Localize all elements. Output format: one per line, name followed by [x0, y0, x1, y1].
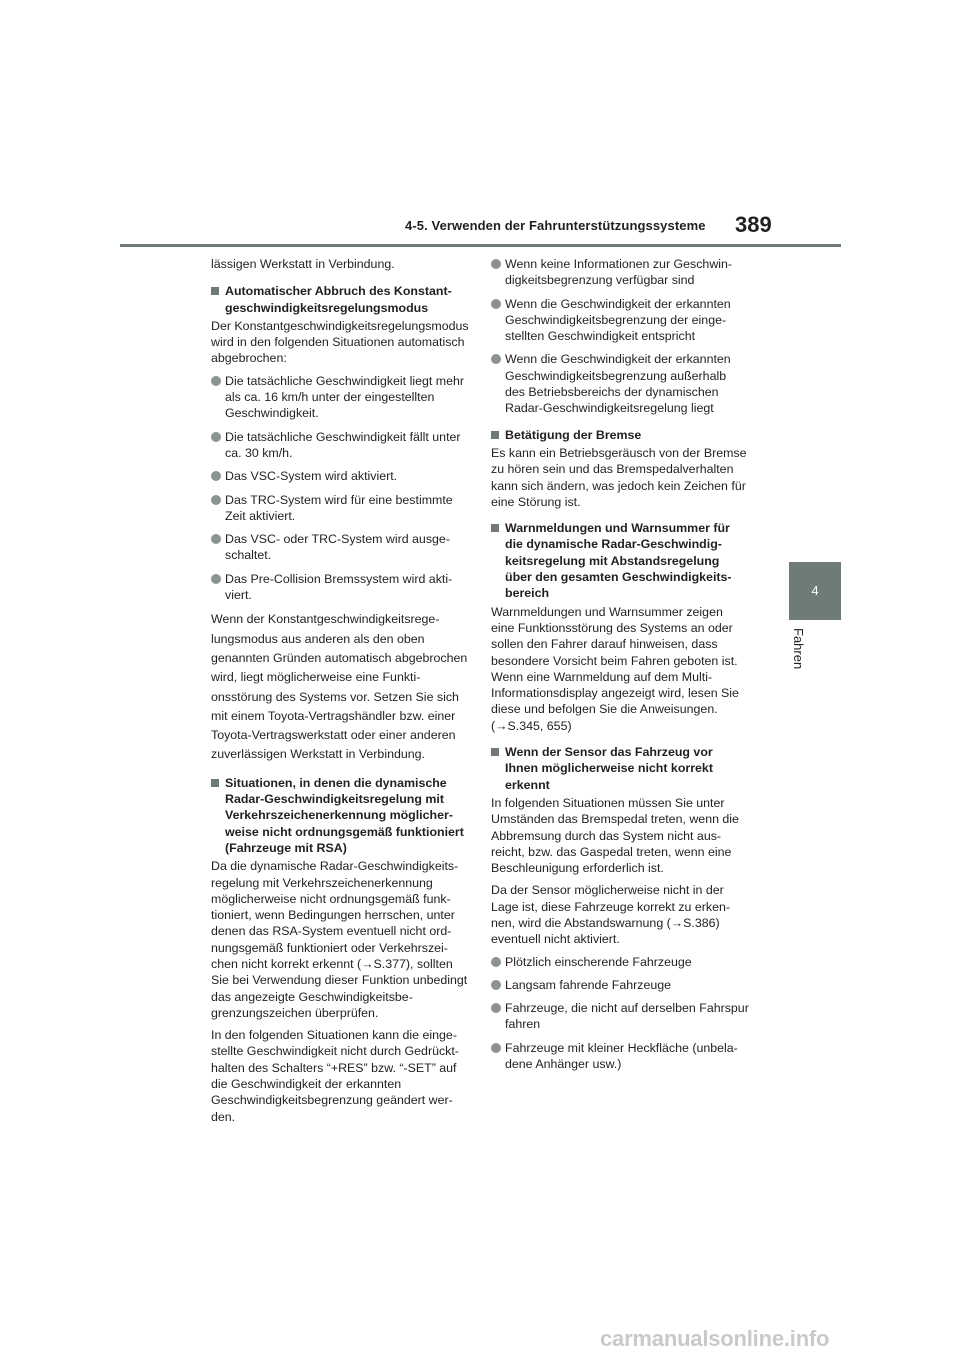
section-heading [491, 520, 749, 601]
circle-bullet-icon [211, 534, 221, 544]
heading-text: Betätigung der Bremse [505, 427, 642, 442]
paragraph: In den folgenden Situationen kann die eingestellte Geschwindigkeit nicht durch Gedrückthalten des Schalters “+RES” bzw. “-SET” auf die Geschwindigkeit der erkannten Geschwindigkeitsbegrenzung geändert werden. [211, 1028, 459, 1124]
list-item-text: Wenn die Geschwindigkeit der erkannten Geschwindigkeitsbegrenzung außerhalb des Betriebsbereichs der dynamischen Radar-Geschwindigkeitsregelung liegt [505, 352, 731, 416]
list-item [491, 1000, 749, 1033]
list-item-text: Das Pre-Collision Bremssystem wird aktiviert. [225, 571, 453, 603]
list-item [211, 468, 469, 484]
section-title: 4-5. Verwenden der Fahrunterstützungssysteme [405, 218, 706, 233]
left-column [211, 256, 469, 1131]
paragraph: Da der Sensor möglicherweise nicht in der Lage ist, diese Fahrzeuge korrekt zu erkennen, wird die Abstandswarnung (→S.386) eventuell nicht aktiviert. [491, 883, 731, 947]
list-item [491, 256, 749, 289]
circle-bullet-icon [211, 376, 221, 386]
list-item-text: Fahrzeuge mit kleiner Heckfläche (unbeladene Anhänger usw.) [505, 1040, 738, 1072]
section-heading [491, 427, 749, 443]
list-item [491, 954, 749, 970]
square-bullet-icon [491, 748, 499, 756]
chapter-tab[interactable] [789, 562, 841, 620]
list-item-text: Wenn die Geschwindigkeit der erkannten Geschwindigkeitsbegrenzung der eingestellten Geschwindigkeit entspricht [505, 296, 731, 344]
list-item-text: Langsam fahrende Fahrzeuge [505, 977, 672, 992]
square-bullet-icon [211, 779, 219, 787]
heading-text: Wenn der Sensor das Fahrzeug vor Ihnen möglicherweise nicht korrekt erkennt [505, 745, 713, 792]
list-item [491, 977, 749, 993]
section-heading [211, 283, 469, 316]
circle-bullet-icon [211, 574, 221, 584]
heading-text: Warnmeldungen und Warnsummer für die dynamische Radar-Geschwindigkeitsregelung mit Abstandsregelung über den gesamten Geschwindigkeitsbereich [505, 521, 732, 601]
chapter-label: Fahren [791, 628, 806, 670]
square-bullet-icon [491, 524, 499, 532]
list-item-text: Das TRC-System wird für eine bestimmte Zeit aktiviert. [225, 492, 453, 523]
list-item [211, 429, 469, 462]
list-item-text: Die tatsächliche Geschwindigkeit liegt mehr als ca. 16 km/h unter der eingestellten Geschwindigkeit. [225, 373, 464, 421]
list-item-text: Das VSC-System wird aktiviert. [225, 469, 398, 484]
watermark: carmanualsonline.info [600, 1326, 830, 1351]
section-heading [491, 744, 749, 793]
circle-bullet-icon [491, 1043, 501, 1053]
circle-bullet-icon [491, 299, 501, 309]
list-item-text: Das VSC- oder TRC-System wird ausgeschaltet. [225, 532, 450, 563]
chapter-number: 4 [811, 583, 819, 598]
section-heading [211, 775, 469, 856]
list-item [211, 373, 469, 422]
paragraph: Es kann ein Betriebsgeräusch von der Bremse zu hören sein und das Bremspedalverhalten kann sich ändern, was jedoch kein Zeichen für eine Störung ist. [491, 445, 747, 509]
circle-bullet-icon [491, 980, 501, 990]
paragraph: Wenn der Konstantgeschwindigkeitsregelungsmodus aus anderen als den oben genannten Gründen automatisch abgebrochen wird, liegt möglicherweise eine Funktionsstörung des Systems vor. Setzen Sie sich mit einem Toyota-Vertragshändler bzw. einer Toyota-Vertragswerkstatt oder einer anderen zuverlässigen Werkstatt in Verbindung. [211, 612, 468, 762]
right-column [491, 256, 749, 1079]
circle-bullet-icon [211, 432, 221, 442]
list-item [211, 492, 469, 525]
circle-bullet-icon [491, 259, 501, 269]
paragraph: lässigen Werkstatt in Verbindung. [211, 257, 395, 271]
square-bullet-icon [491, 431, 499, 439]
heading-text: Automatischer Abbruch des Konstantgeschwindigkeitsregelungsmodus [225, 284, 452, 315]
list-item-text: Plötzlich einscherende Fahrzeuge [505, 954, 692, 969]
circle-bullet-icon [491, 1003, 501, 1013]
circle-bullet-icon [491, 957, 501, 967]
list-item [211, 531, 469, 564]
list-item-text: Wenn keine Informationen zur Geschwindigkeitsbegrenzung verfügbar sind [505, 257, 733, 288]
square-bullet-icon [211, 287, 219, 295]
paragraph: Warnmeldungen und Warnsummer zeigen eine Funktionsstörung des Systems an oder sollen den Fahrer darauf hinweisen, dass besondere Vorsicht beim Fahren geboten ist. Wenn eine Warnmeldung auf dem Multi-Informationsdisplay angezeigt wird, lesen Sie diese und befolgen Sie die Anweisungen. (→S.345, 655) [491, 604, 739, 733]
paragraph: In folgenden Situationen müssen Sie unter Umständen das Bremspedal treten, wenn die Abbremsung durch das System nicht ausreicht, bzw. das Gaspedal treten, wenn eine Beschleunigung erforderlich ist. [491, 795, 739, 876]
list-item [491, 351, 749, 416]
heading-text: Situationen, in denen die dynamische Radar-Geschwindigkeitsregelung mit Verkehrszeichenerkennung möglicherweise nicht ordnungsgemäß funktioniert (Fahrzeuge mit RSA) [225, 775, 464, 855]
list-item-text: Fahrzeuge, die nicht auf derselben Fahrspur fahren [505, 1001, 749, 1032]
circle-bullet-icon [211, 495, 221, 505]
list-item [211, 571, 469, 604]
header-rule [120, 244, 841, 247]
circle-bullet-icon [211, 471, 221, 481]
list-item-text: Die tatsächliche Geschwindigkeit fällt unter ca. 30 km/h. [225, 429, 461, 460]
paragraph: Da die dynamische Radar-Geschwindigkeitsregelung mit Verkehrszeichenerkennung möglicherweise nicht ordnungsgemäß funktioniert, wenn Bedingungen herrschen, unter denen das RSA-System eventuell nicht ordnungsgemäß funktioniert oder Verkehrszeichen nicht korrekt erkennt (→S.377), sollten Sie bei Verwendung dieser Funktion unbedingt das angezeigte Geschwindigkeitsbegrenzungszeichen überprüfen. [211, 859, 468, 1020]
list-item [491, 1040, 749, 1073]
paragraph: Der Konstantgeschwindigkeitsregelungsmodus wird in den folgenden Situationen automatisch abgebrochen: [211, 318, 469, 366]
circle-bullet-icon [491, 354, 501, 364]
page-number: 389 [735, 212, 772, 237]
list-item [491, 296, 749, 345]
